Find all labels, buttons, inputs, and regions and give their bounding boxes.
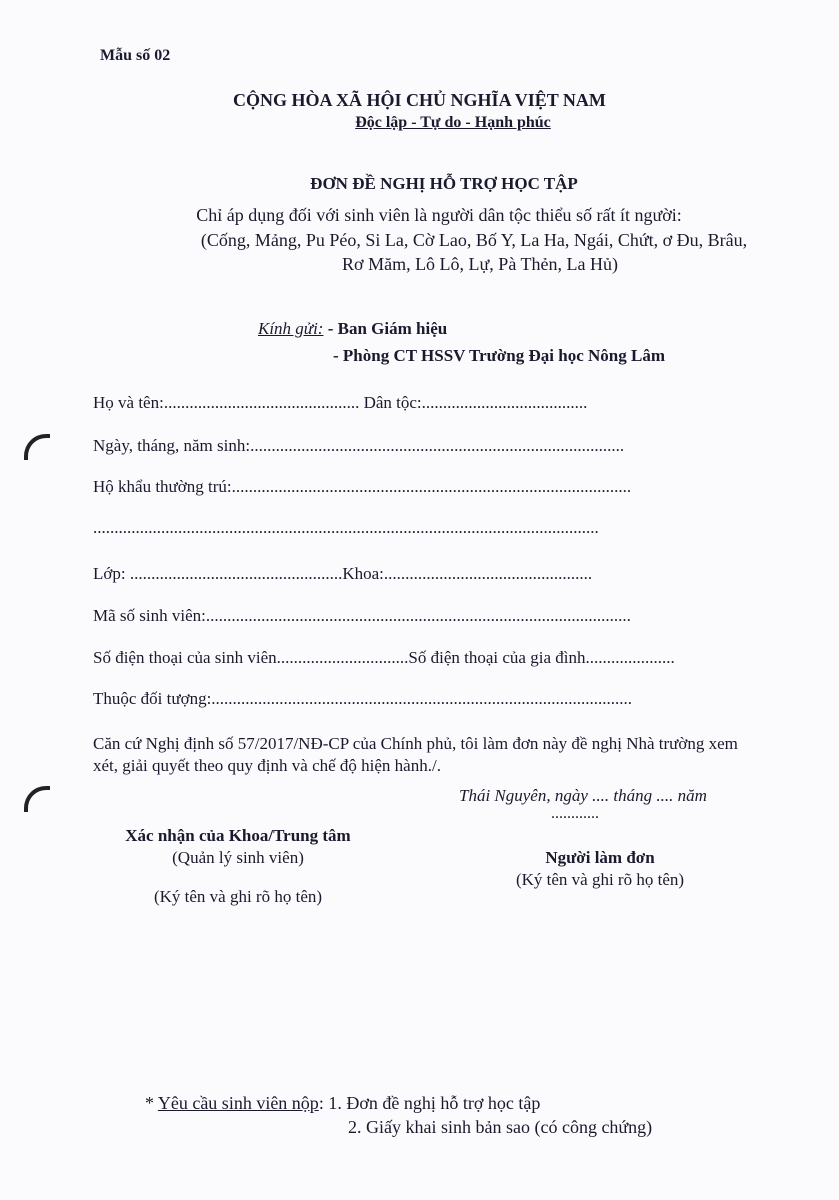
- date-line: Thái Nguyên, ngày .... tháng .... năm: [459, 786, 707, 805]
- requirement-item-2: 2. Giấy khai sinh bản sao (có công chứng): [348, 1117, 653, 1137]
- requirements-label: Yêu cầu sinh viên nộp: [157, 1093, 319, 1113]
- country-name: CỘNG HÒA XÃ HỘI CHỦ NGHĨA VIỆT NAM: [233, 90, 606, 110]
- field-name-ethnicity: Họ và tên:.............................................. Dân tộc:.......................................: [93, 393, 588, 412]
- field-residence-continued: .......................................................................................................................: [93, 518, 599, 537]
- requirements-line-1: [145, 1093, 540, 1114]
- statement-line-2: xét, giải quyết theo quy định và chế độ hiện hành./.: [93, 756, 441, 775]
- scope-line-3: Rơ Măm, Lô Lô, Lự, Pà Thẻn, La Hủ): [342, 254, 618, 274]
- field-phone-numbers: Số điện thoại của sinh viên...............................Số điện thoại của gia đình.....................: [93, 648, 675, 667]
- recipient-block: [258, 319, 447, 339]
- scope-line-2: (Cống, Mảng, Pu Péo, Si La, Cờ Lao, Bố Y, La Ha, Ngái, Chứt, ơ Đu, Brâu,: [200, 230, 748, 250]
- document-title: ĐƠN ĐỀ NGHỊ HỖ TRỢ HỌC TẬP: [310, 174, 578, 193]
- national-motto: Độc lập - Tự do - Hạnh phúc: [355, 114, 551, 131]
- recipient-label: Kính gửi:: [258, 319, 324, 338]
- requirements-colon: :: [318, 1093, 329, 1113]
- recipient-line-2: - Phòng CT HSSV Trường Đại học Nông Lâm: [333, 346, 665, 365]
- punch-hole-mark: [24, 786, 50, 812]
- left-signature-subtitle: (Quản lý sinh viên): [172, 848, 304, 867]
- left-signature-note: (Ký tên và ghi rõ họ tên): [153, 887, 323, 906]
- form-number: Mẫu số 02: [100, 47, 171, 64]
- right-signature-note: (Ký tên và ghi rõ họ tên): [515, 870, 685, 889]
- field-category: Thuộc đối tượng:...................................................................................................: [93, 689, 633, 708]
- field-residence: Hộ khẩu thường trú:..............................................................................................: [93, 477, 632, 496]
- requirements-prefix: *: [145, 1093, 158, 1113]
- right-signature-title: Người làm đơn: [545, 848, 655, 867]
- punch-hole-mark: [24, 434, 50, 460]
- date-year-dots: ............: [551, 805, 599, 822]
- requirement-item-1: 1. Đơn đề nghị hỗ trợ học tập: [328, 1093, 541, 1113]
- left-signature-title: Xác nhận của Khoa/Trung tâm: [125, 826, 351, 845]
- statement-line-1: Căn cứ Nghị định số 57/2017/NĐ-CP của Chính phủ, tôi làm đơn này đề nghị Nhà trường xem: [93, 734, 738, 753]
- field-date-of-birth: Ngày, tháng, năm sinh:........................................................................................: [93, 436, 625, 455]
- recipient-line-1: - Ban Giám hiệu: [327, 319, 448, 338]
- field-class-faculty: Lớp: ..................................................Khoa:.................................................: [93, 564, 593, 583]
- scope-line-1: Chỉ áp dụng đối với sinh viên là người dân tộc thiểu số rất ít người:: [196, 205, 682, 225]
- field-student-id: Mã số sinh viên:....................................................................................................: [93, 606, 631, 625]
